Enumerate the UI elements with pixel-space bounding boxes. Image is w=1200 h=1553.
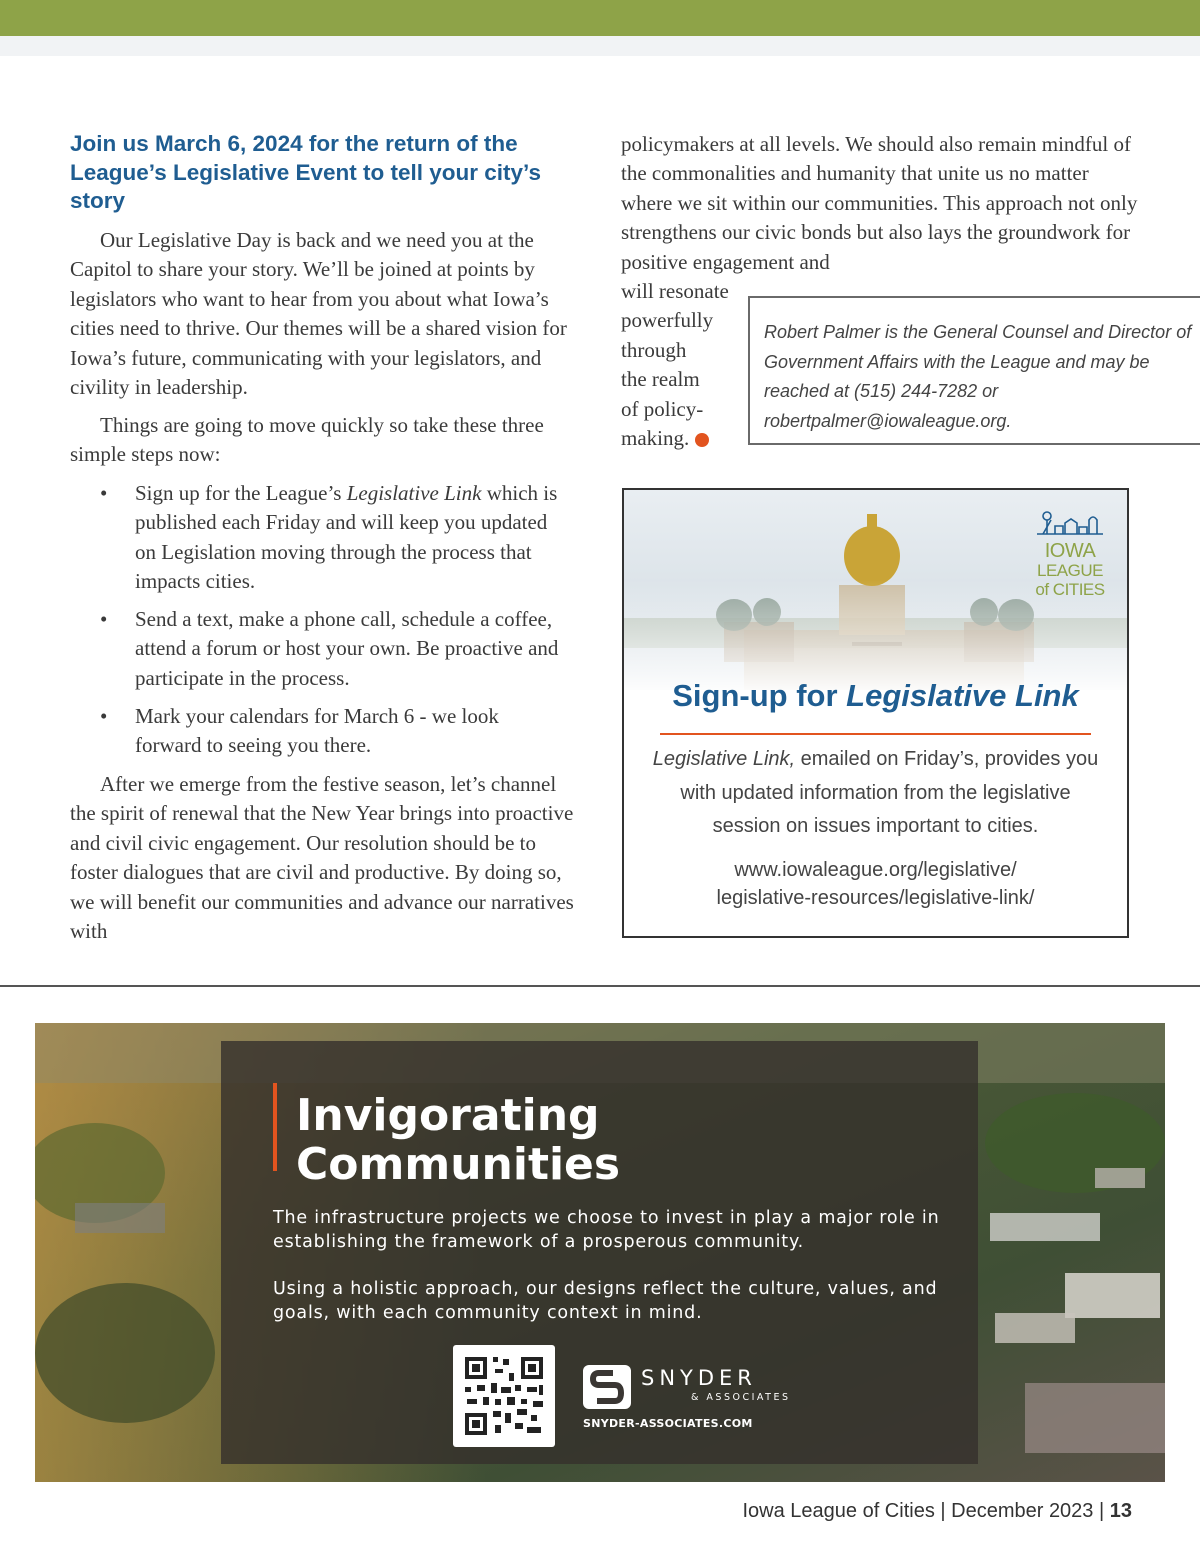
snyder-brand-sub: & ASSOCIATES	[691, 1392, 791, 1403]
article-heading: Join us March 6, 2024 for the return of the League’s Legislative Event to tell your city’s story	[70, 131, 541, 213]
snyder-advertisement	[35, 1023, 1165, 1482]
narrow-text-block: will resonate powerfully through the realm of policy- making.	[621, 279, 729, 451]
legislative-link-description: Legislative Link, emailed on Friday’s, provides you with updated information from the legislative session on issues important to cities.	[652, 748, 1099, 837]
snyder-brand: SNYDER	[641, 1366, 757, 1390]
legislative-link-title: Sign-up for Legislative Link	[672, 678, 1079, 713]
list-item: • Mark your calendars for March 6 - we look forward to seeing you there.	[100, 704, 499, 758]
author-bio: Robert Palmer is the General Counsel and Director of Government Affairs with the League and may be reached at (515) 244-7282 or robertpalmer@iowaleague.org.	[764, 322, 1192, 431]
paragraph-new-year: After we emerge from the festive season, let’s channel the spirit of renewal that the New Year brings into proactive and civil civic engagement. Our resolution should be to foster dialogues that are civil and productive. By doing so, we will benefit our communities and advance our narratives with	[70, 772, 574, 944]
bullet-dot: •	[100, 481, 108, 505]
iowa-league-logo: IOWA LEAGUE of CITIES	[1028, 510, 1112, 599]
legislative-link-ad	[622, 488, 1129, 938]
list-item: • Sign up for the League’s Legislative Link which is published each Friday and will keep you updated on Legislation moving through the process that impacts cities.	[100, 481, 558, 594]
paragraph-steps-intro: Things are going to move quickly so take these three simple steps now:	[70, 413, 544, 467]
bullet-dot: •	[100, 607, 108, 631]
bullet-dot: •	[100, 704, 108, 728]
ad-paragraph-approach: Using a holistic approach, our designs reflect the culture, values, and goals, with each community context in mind.	[273, 1279, 938, 1323]
top-color-bar	[0, 0, 1200, 36]
page-number: 13	[1109, 1500, 1132, 1522]
top-bar-shadow	[0, 36, 1200, 56]
author-bio-box	[748, 296, 1200, 445]
legislative-link-italic: Legislative Link	[346, 481, 482, 505]
skyline-icon	[1037, 510, 1103, 536]
snyder-logo-icon	[583, 1365, 631, 1409]
snyder-website[interactable]: SNYDER-ASSOCIATES.COM	[583, 1417, 753, 1430]
ad-paragraph-infrastructure: The infrastructure projects we choose to invest in play a major role in establishing the framework of a prosperous community.	[273, 1208, 940, 1252]
legislative-link-url[interactable]: www.iowaleague.org/legislative/ legislative-resources/legislative-link/	[716, 859, 1035, 909]
ad-headline: Invigorating Communities	[296, 1090, 621, 1190]
end-mark-icon	[695, 433, 709, 447]
title-underline	[660, 733, 1091, 735]
page-footer: Iowa League of Cities | December 2023 | 13	[742, 1500, 1132, 1522]
title-accent-bar	[273, 1083, 277, 1171]
list-item: • Send a text, make a phone call, schedule a coffee, attend a forum or host your own. Be proactive and participate in the process.	[100, 607, 559, 690]
ad-text-panel	[221, 1041, 978, 1464]
qr-code-icon[interactable]	[453, 1345, 555, 1447]
section-divider	[0, 985, 1200, 987]
paragraph-legislative-day: Our Legislative Day is back and we need you at the Capitol to share your story. We’ll be joined at points by legislators who want to hear from you about what Iowa’s cities need to thrive. Our themes will be a shared vision for Iowa’s future, communicating with your legislators, and civility in leadership.	[70, 228, 567, 400]
paragraph-continued: policymakers at all levels. We should also remain mindful of the commonalities and humanity that unite us no matter where we sit within our communities. This approach not only strengthens our civic bonds but also lays the groundwork for positive engagement and	[621, 132, 1138, 274]
